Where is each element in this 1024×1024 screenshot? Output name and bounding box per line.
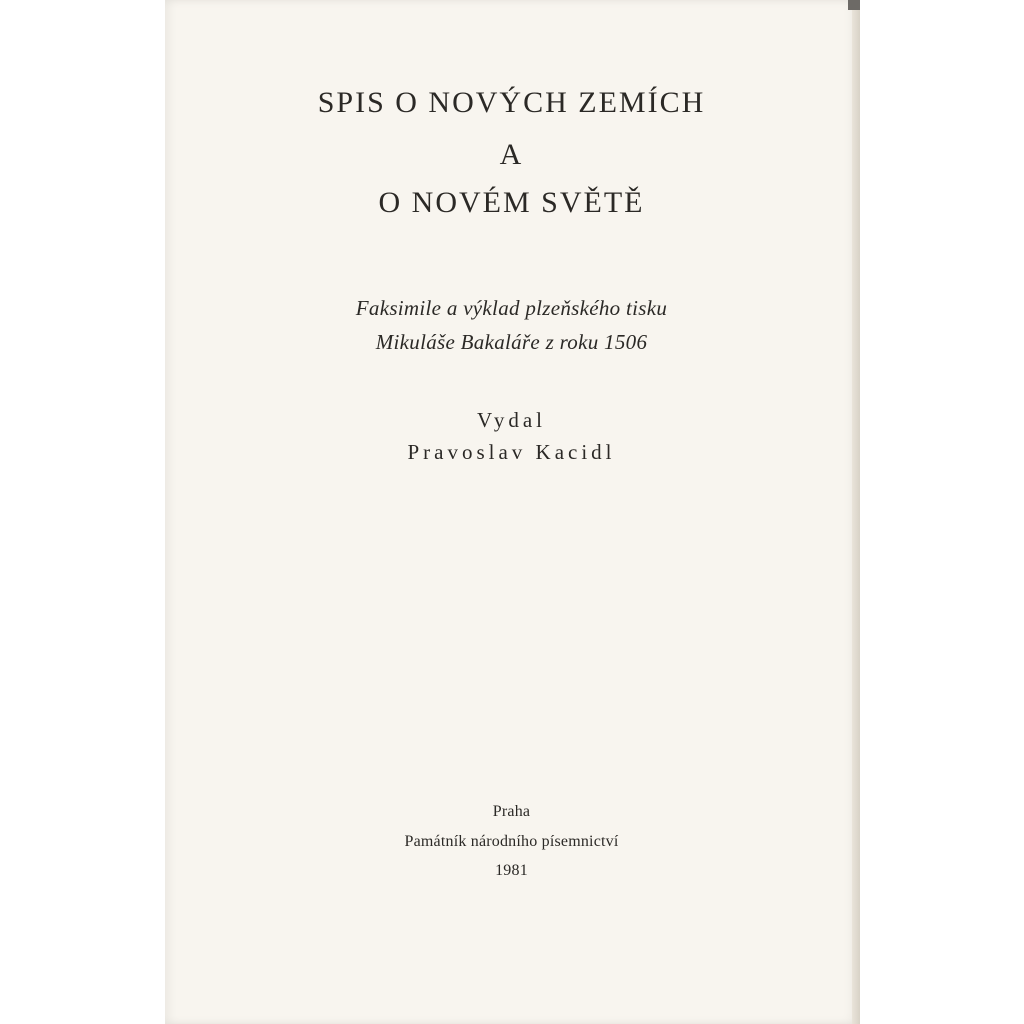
editor-name: Pravoslav Kacidl	[407, 440, 616, 464]
title-line-3: O NOVÉM SVĚTĚ	[378, 186, 645, 219]
title-page	[165, 0, 858, 1024]
page-corner-shadow	[848, 0, 860, 10]
editor-label: Vydal	[477, 408, 546, 432]
imprint-year: 1981	[495, 862, 528, 879]
title-line-1: SPIS O NOVÝCH ZEMÍCH	[317, 86, 706, 119]
subtitle-line-1: Faksimile a výklad plzeňského tisku	[355, 296, 668, 320]
imprint-publisher: Památník národního písemnictví	[404, 833, 619, 850]
imprint-city: Praha	[492, 803, 531, 820]
title-line-2: A	[499, 138, 524, 171]
subtitle-line-2: Mikuláše Bakaláře z roku 1506	[375, 330, 648, 354]
page-edge	[852, 0, 860, 1024]
